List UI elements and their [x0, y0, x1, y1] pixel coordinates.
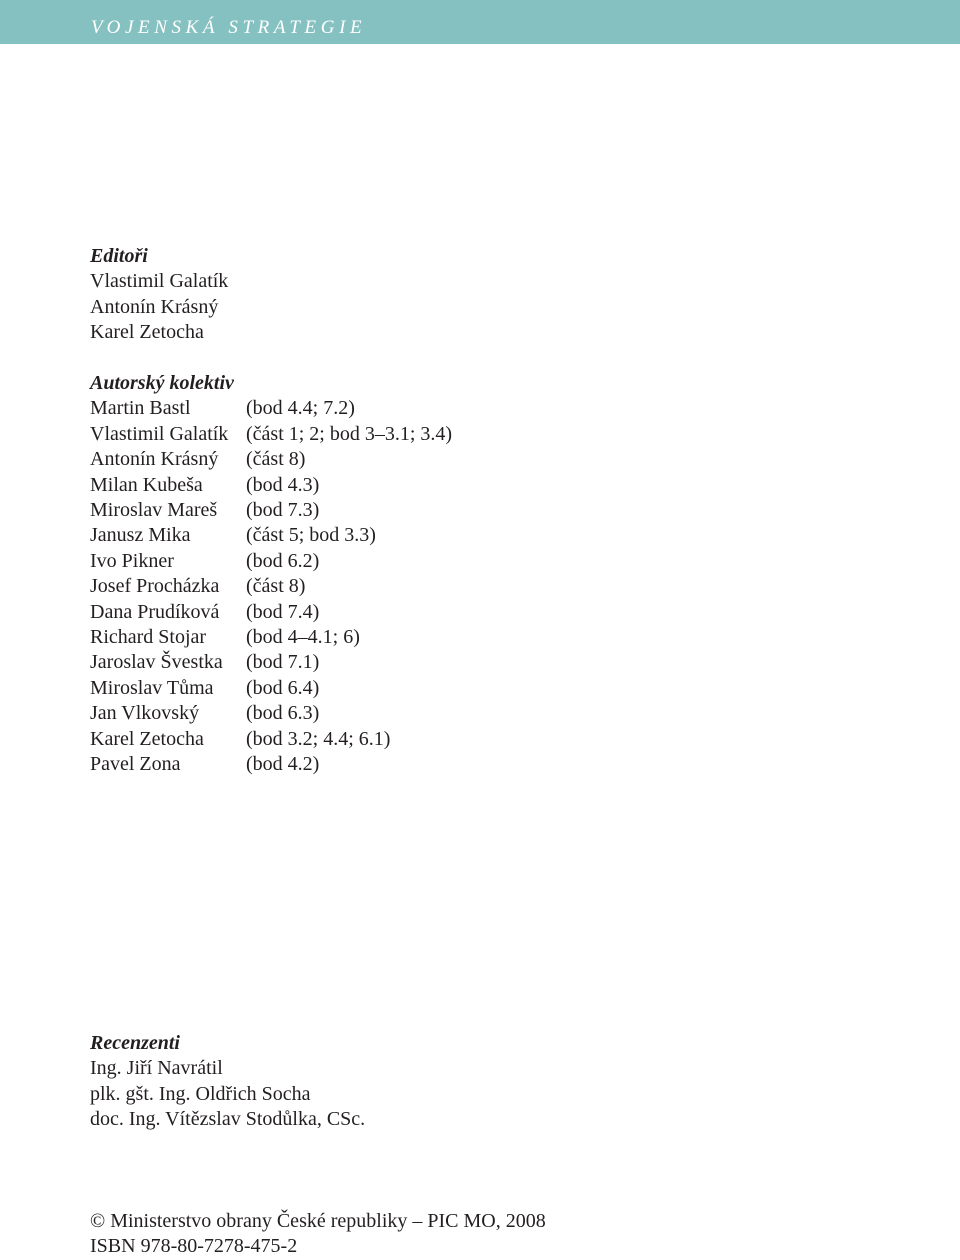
header-title: VOJENSKÁ STRATEGIE — [91, 17, 367, 38]
reviewer-name: plk. gšt. Ing. Oldřich Socha — [90, 1082, 311, 1105]
author-row — [90, 574, 452, 599]
editors-heading: Editoři — [90, 245, 148, 267]
author-row — [90, 447, 452, 472]
authors-heading: Autorský kolektiv — [90, 372, 234, 394]
author-name: Karel Zetocha — [90, 727, 204, 750]
author-name: Ivo Pikner — [90, 549, 174, 572]
author-row — [90, 473, 452, 498]
editor-name: Antonín Krásný — [90, 295, 219, 318]
author-part: (bod 7.4) — [246, 600, 320, 623]
author-part: (bod 4.3) — [246, 473, 320, 496]
author-name: Pavel Zona — [90, 753, 181, 776]
author-row — [90, 650, 452, 675]
author-row — [90, 701, 452, 726]
author-row — [90, 600, 452, 625]
reviewer-name: Ing. Jiří Navrátil — [90, 1057, 223, 1080]
author-part: (bod 7.1) — [246, 651, 320, 674]
author-name: Janusz Mika — [90, 524, 191, 547]
author-part: (část 5; bod 3.3) — [246, 524, 376, 547]
author-name: Milan Kubeša — [90, 473, 203, 496]
author-part: (bod 6.4) — [246, 676, 320, 699]
author-name: Dana Prudíková — [90, 600, 220, 623]
author-row — [90, 676, 452, 701]
editors-section — [90, 244, 228, 346]
author-row — [90, 549, 452, 574]
author-name: Jan Vlkovský — [90, 702, 200, 725]
reviewer-name: doc. Ing. Vítězslav Stodůlka, CSc. — [90, 1108, 366, 1131]
author-part: (bod 6.2) — [246, 549, 320, 572]
header-bar — [0, 0, 960, 44]
author-part: (bod 6.3) — [246, 702, 320, 725]
author-name: Miroslav Tůma — [90, 676, 214, 699]
reviewers-section — [90, 1031, 365, 1133]
author-name: Antonín Krásný — [90, 448, 219, 471]
author-row — [90, 498, 452, 523]
author-name: Martin Bastl — [90, 397, 191, 420]
author-row — [90, 523, 452, 548]
author-row — [90, 752, 452, 777]
reviewers-heading: Recenzenti — [90, 1032, 180, 1054]
author-name: Josef Procházka — [90, 575, 220, 598]
copyright-line: © Ministerstvo obrany České republiky – PIC MO, 2008 — [90, 1210, 546, 1232]
author-part: (bod 4.2) — [246, 753, 320, 776]
colophon — [90, 1209, 546, 1260]
author-row — [90, 422, 452, 447]
author-name: Vlastimil Galatík — [90, 422, 229, 445]
author-part: (část 1; 2; bod 3–3.1; 3.4) — [246, 422, 453, 445]
author-row — [90, 396, 452, 421]
author-part: (část 8) — [246, 448, 306, 471]
author-row — [90, 625, 452, 650]
author-name: Jaroslav Švestka — [90, 651, 223, 674]
editor-name: Karel Zetocha — [90, 321, 204, 344]
authors-section — [90, 371, 452, 778]
author-row — [90, 727, 452, 752]
author-part: (bod 7.3) — [246, 499, 320, 522]
editor-name: Vlastimil Galatík — [90, 270, 229, 293]
author-part: (bod 4.4; 7.2) — [246, 397, 355, 420]
author-part: (bod 4–4.1; 6) — [246, 626, 360, 649]
author-part: (bod 3.2; 4.4; 6.1) — [246, 727, 391, 750]
author-part: (část 8) — [246, 575, 306, 598]
author-name: Richard Stojar — [90, 626, 207, 649]
author-name: Miroslav Mareš — [90, 499, 218, 522]
isbn-line: ISBN 978-80-7278-475-2 — [90, 1235, 298, 1258]
